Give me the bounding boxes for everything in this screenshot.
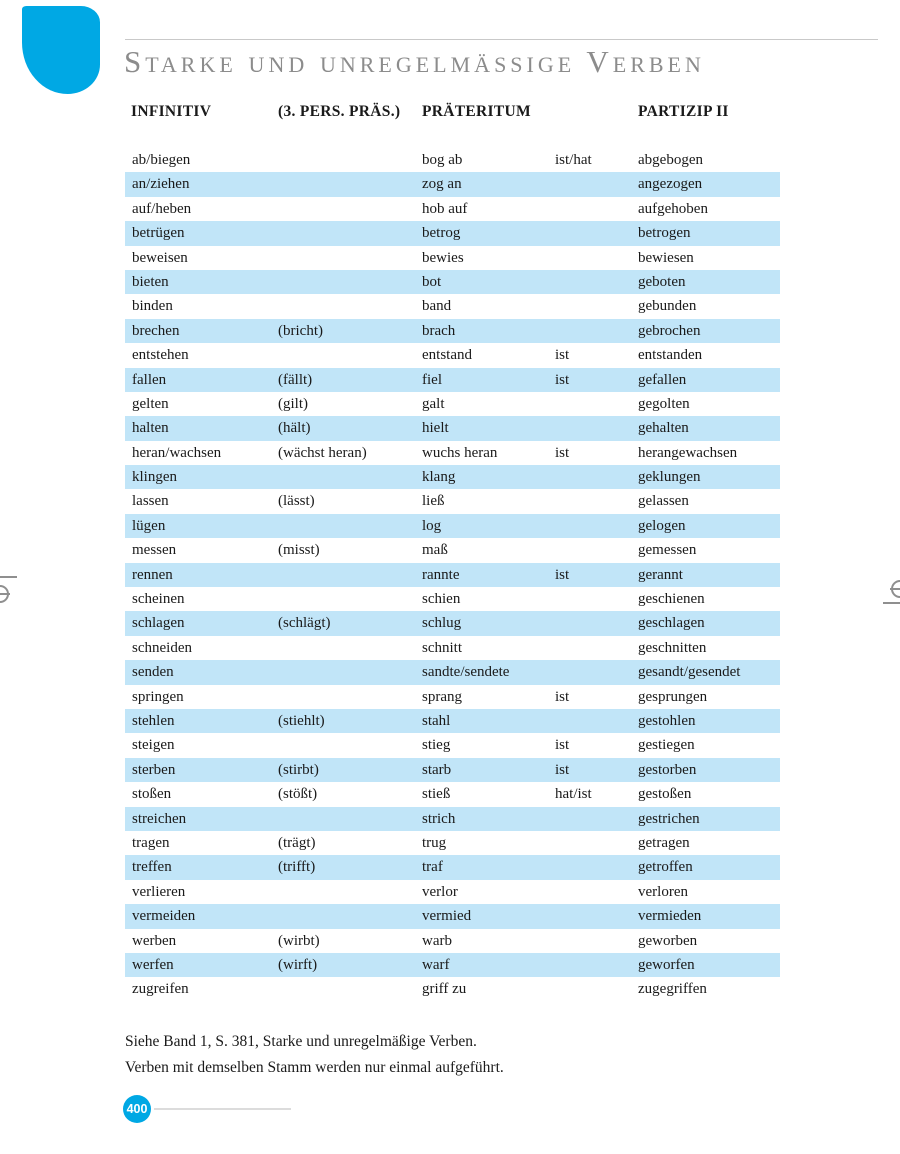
cell-aux: ist <box>555 444 570 461</box>
cell-infinitiv: gelten <box>132 395 169 412</box>
cell-partizip: gestohlen <box>638 712 696 729</box>
table-row <box>125 270 780 294</box>
cell-partizip: betrogen <box>638 225 691 242</box>
cell-partizip: geschienen <box>638 591 705 608</box>
cell-praeteritum: maß <box>422 542 448 559</box>
crop-mark-right-circle <box>891 580 900 598</box>
cell-praeteritum: vermied <box>422 908 472 925</box>
footer-note-1: Siehe Band 1, S. 381, Starke und unregelmäßige Verben. <box>125 1033 477 1050</box>
page-footer-rule <box>154 1108 291 1110</box>
cell-infinitiv: binden <box>132 298 173 315</box>
cell-partizip: geboten <box>638 273 686 290</box>
cell-infinitiv: entstehen <box>132 347 189 364</box>
cell-infinitiv: an/ziehen <box>132 176 190 193</box>
cell-praeteritum: stieß <box>422 786 451 803</box>
cell-praesens: (trägt) <box>278 834 316 851</box>
cell-partizip: geschnitten <box>638 639 707 656</box>
column-header-partizip: PARTIZIP II <box>638 103 729 120</box>
table-row <box>125 368 780 392</box>
cell-praeteritum: schien <box>422 591 461 608</box>
cell-praeteritum: galt <box>422 395 445 412</box>
cell-praeteritum: entstand <box>422 347 472 364</box>
cell-infinitiv: werfen <box>132 956 174 973</box>
table-row <box>125 465 780 489</box>
table-row <box>125 855 780 879</box>
cell-infinitiv: steigen <box>132 737 175 754</box>
cell-infinitiv: sterben <box>132 761 176 778</box>
cell-praesens: (bricht) <box>278 322 323 339</box>
corner-decoration <box>22 6 100 94</box>
cell-partizip: verloren <box>638 883 688 900</box>
cell-partizip: bewiesen <box>638 249 694 266</box>
cell-praeteritum: sprang <box>422 688 462 705</box>
table-row <box>125 172 780 196</box>
crop-mark-left-line <box>0 576 17 578</box>
cell-aux: ist <box>555 566 570 583</box>
crop-mark-left-circle <box>0 585 9 603</box>
cell-aux: ist <box>555 761 570 778</box>
table-row <box>125 953 780 977</box>
crop-mark-right-dash <box>890 588 900 590</box>
cell-infinitiv: messen <box>132 542 177 559</box>
table-row <box>125 416 780 440</box>
cell-praeteritum: wuchs heran <box>422 444 498 461</box>
table-row <box>125 636 780 660</box>
table-row <box>125 977 780 1001</box>
cell-infinitiv: schlagen <box>132 615 185 632</box>
cell-praeteritum: trug <box>422 834 447 851</box>
cell-partizip: gelassen <box>638 493 689 510</box>
cell-partizip: entstanden <box>638 347 703 364</box>
title-rule <box>125 39 878 40</box>
table-row <box>125 294 780 318</box>
table-row <box>125 929 780 953</box>
cell-partizip: gerannt <box>638 566 683 583</box>
table-row <box>125 514 780 538</box>
cell-praesens: (misst) <box>278 542 320 559</box>
cell-praeteritum: hob auf <box>422 200 468 217</box>
cell-partizip: aufgehoben <box>638 200 708 217</box>
cell-praeteritum: bot <box>422 273 442 290</box>
cell-infinitiv: rennen <box>132 566 173 583</box>
cell-praesens: (wächst heran) <box>278 444 367 461</box>
column-header-praeteritum: PRÄTERITUM <box>422 103 531 120</box>
cell-praesens: (gilt) <box>278 395 308 412</box>
cell-praeteritum: zog an <box>422 176 462 193</box>
table-row <box>125 782 780 806</box>
cell-praeteritum: warb <box>422 932 452 949</box>
cell-partizip: gestoßen <box>638 786 692 803</box>
cell-praeteritum: traf <box>422 859 443 876</box>
cell-partizip: getroffen <box>638 859 693 876</box>
cell-partizip: herangewachsen <box>638 444 738 461</box>
cell-infinitiv: klingen <box>132 469 177 486</box>
cell-praesens: (wirbt) <box>278 932 320 949</box>
cell-infinitiv: lassen <box>132 493 169 510</box>
cell-infinitiv: fallen <box>132 371 167 388</box>
footer-notes <box>125 1029 504 1080</box>
column-header-praesens: (3. PERS. PRÄS.) <box>278 103 401 120</box>
table-row <box>125 685 780 709</box>
cell-praesens: (wirft) <box>278 956 318 973</box>
table-row <box>125 343 780 367</box>
cell-partizip: geklungen <box>638 469 701 486</box>
table-row <box>125 709 780 733</box>
cell-partizip: gemessen <box>638 542 697 559</box>
cell-praesens: (stirbt) <box>278 761 319 778</box>
table-row <box>125 489 780 513</box>
cell-aux: ist <box>555 371 570 388</box>
page-number: 400 <box>126 1102 148 1116</box>
cell-partizip: geworfen <box>638 956 695 973</box>
cell-praeteritum: bewies <box>422 249 464 266</box>
crop-mark-right-line <box>883 602 900 604</box>
cell-infinitiv: treffen <box>132 859 172 876</box>
cell-praeteritum: hielt <box>422 420 449 437</box>
table-row <box>125 733 780 757</box>
cell-infinitiv: ab/biegen <box>132 152 191 168</box>
cell-aux: ist/hat <box>555 152 592 168</box>
table-row <box>125 563 780 587</box>
table-row <box>125 319 780 343</box>
cell-aux: ist <box>555 737 570 754</box>
cell-infinitiv: betrügen <box>132 225 185 242</box>
page-number-badge <box>123 1095 151 1123</box>
cell-infinitiv: verlieren <box>132 883 186 900</box>
footer-note-2: Verben mit demselben Stamm werden nur einmal aufgeführt. <box>125 1058 504 1076</box>
cell-partizip: abgebogen <box>638 152 703 168</box>
cell-aux: ist <box>555 347 570 364</box>
cell-partizip: gestorben <box>638 761 697 778</box>
table-row <box>125 587 780 611</box>
cell-aux: ist <box>555 688 570 705</box>
cell-praeteritum: log <box>422 517 442 534</box>
cell-partizip: geschlagen <box>638 615 705 632</box>
cell-infinitiv: zugreifen <box>132 981 189 998</box>
column-header-infinitiv: INFINITIV <box>131 103 212 120</box>
table-row <box>125 831 780 855</box>
cell-infinitiv: werben <box>132 932 177 949</box>
cell-partizip: gelogen <box>638 517 686 534</box>
cell-infinitiv: tragen <box>132 834 170 851</box>
cell-partizip: gesandt/gesendet <box>638 664 741 681</box>
cell-infinitiv: halten <box>132 420 169 437</box>
cell-praeteritum: verlor <box>422 883 458 900</box>
cell-infinitiv: beweisen <box>132 249 188 266</box>
cell-infinitiv: stehlen <box>132 712 175 729</box>
table-row <box>125 904 780 928</box>
cell-partizip: gesprungen <box>638 688 708 705</box>
cell-aux: hat/ist <box>555 786 592 803</box>
cell-praeteritum: warf <box>422 956 450 973</box>
table-row <box>125 246 780 270</box>
verb-table-body <box>125 148 780 1002</box>
cell-praesens: (schlägt) <box>278 615 331 632</box>
table-row <box>125 538 780 562</box>
cell-infinitiv: streichen <box>132 810 187 827</box>
cell-praeteritum: band <box>422 298 452 315</box>
cell-praeteritum: stahl <box>422 712 451 729</box>
cell-praeteritum: sandte/sendete <box>422 664 510 681</box>
cell-infinitiv: scheinen <box>132 591 185 608</box>
cell-praeteritum: starb <box>422 761 452 778</box>
table-row <box>125 807 780 831</box>
cell-praesens: (stiehlt) <box>278 712 325 729</box>
cell-partizip: gebrochen <box>638 322 701 339</box>
cell-infinitiv: stoßen <box>132 786 172 803</box>
cell-infinitiv: vermeiden <box>132 908 196 925</box>
cell-praesens: (stößt) <box>278 786 318 803</box>
cell-praeteritum: betrog <box>422 225 461 242</box>
cell-praesens: (fällt) <box>278 371 313 388</box>
cell-partizip: zugegriffen <box>638 981 707 998</box>
cell-partizip: gestiegen <box>638 737 695 754</box>
table-row <box>125 392 780 416</box>
cell-partizip: vermieden <box>638 908 702 925</box>
cell-praeteritum: ließ <box>422 493 445 510</box>
cell-infinitiv: senden <box>132 664 174 681</box>
cell-praeteritum: strich <box>422 810 456 827</box>
page-title: Starke und unregelmässige Verben <box>124 44 705 79</box>
table-row <box>125 221 780 245</box>
table-row <box>125 441 780 465</box>
table-row <box>125 880 780 904</box>
table-row <box>125 197 780 221</box>
cell-praeteritum: bog ab <box>422 152 463 168</box>
cell-praesens: (hält) <box>278 420 311 437</box>
cell-praeteritum: stieg <box>422 737 451 754</box>
cell-infinitiv: springen <box>132 688 184 705</box>
cell-infinitiv: lügen <box>132 517 166 534</box>
cell-praeteritum: rannte <box>422 566 460 583</box>
cell-partizip: gegolten <box>638 395 690 412</box>
cell-infinitiv: heran/wachsen <box>132 444 222 461</box>
table-row <box>125 611 780 635</box>
crop-mark-left-dash <box>0 593 10 595</box>
table-header <box>0 103 900 123</box>
cell-praesens: (trifft) <box>278 859 316 876</box>
cell-partizip: gestrichen <box>638 810 700 827</box>
cell-praesens: (lässt) <box>278 493 315 510</box>
cell-partizip: gefallen <box>638 371 687 388</box>
cell-partizip: geworben <box>638 932 698 949</box>
table-row <box>125 148 780 172</box>
table-row <box>125 758 780 782</box>
cell-infinitiv: auf/heben <box>132 200 192 217</box>
cell-praeteritum: schlug <box>422 615 462 632</box>
cell-partizip: getragen <box>638 834 690 851</box>
cell-partizip: gehalten <box>638 420 689 437</box>
cell-partizip: gebunden <box>638 298 697 315</box>
cell-infinitiv: brechen <box>132 322 180 339</box>
cell-praeteritum: schnitt <box>422 639 462 656</box>
cell-infinitiv: schneiden <box>132 639 192 656</box>
table-row <box>125 660 780 684</box>
cell-infinitiv: bieten <box>132 273 169 290</box>
cell-praeteritum: fiel <box>422 371 442 388</box>
cell-praeteritum: klang <box>422 469 456 486</box>
cell-partizip: angezogen <box>638 176 703 193</box>
cell-praeteritum: griff zu <box>422 981 467 998</box>
cell-praeteritum: brach <box>422 322 456 339</box>
